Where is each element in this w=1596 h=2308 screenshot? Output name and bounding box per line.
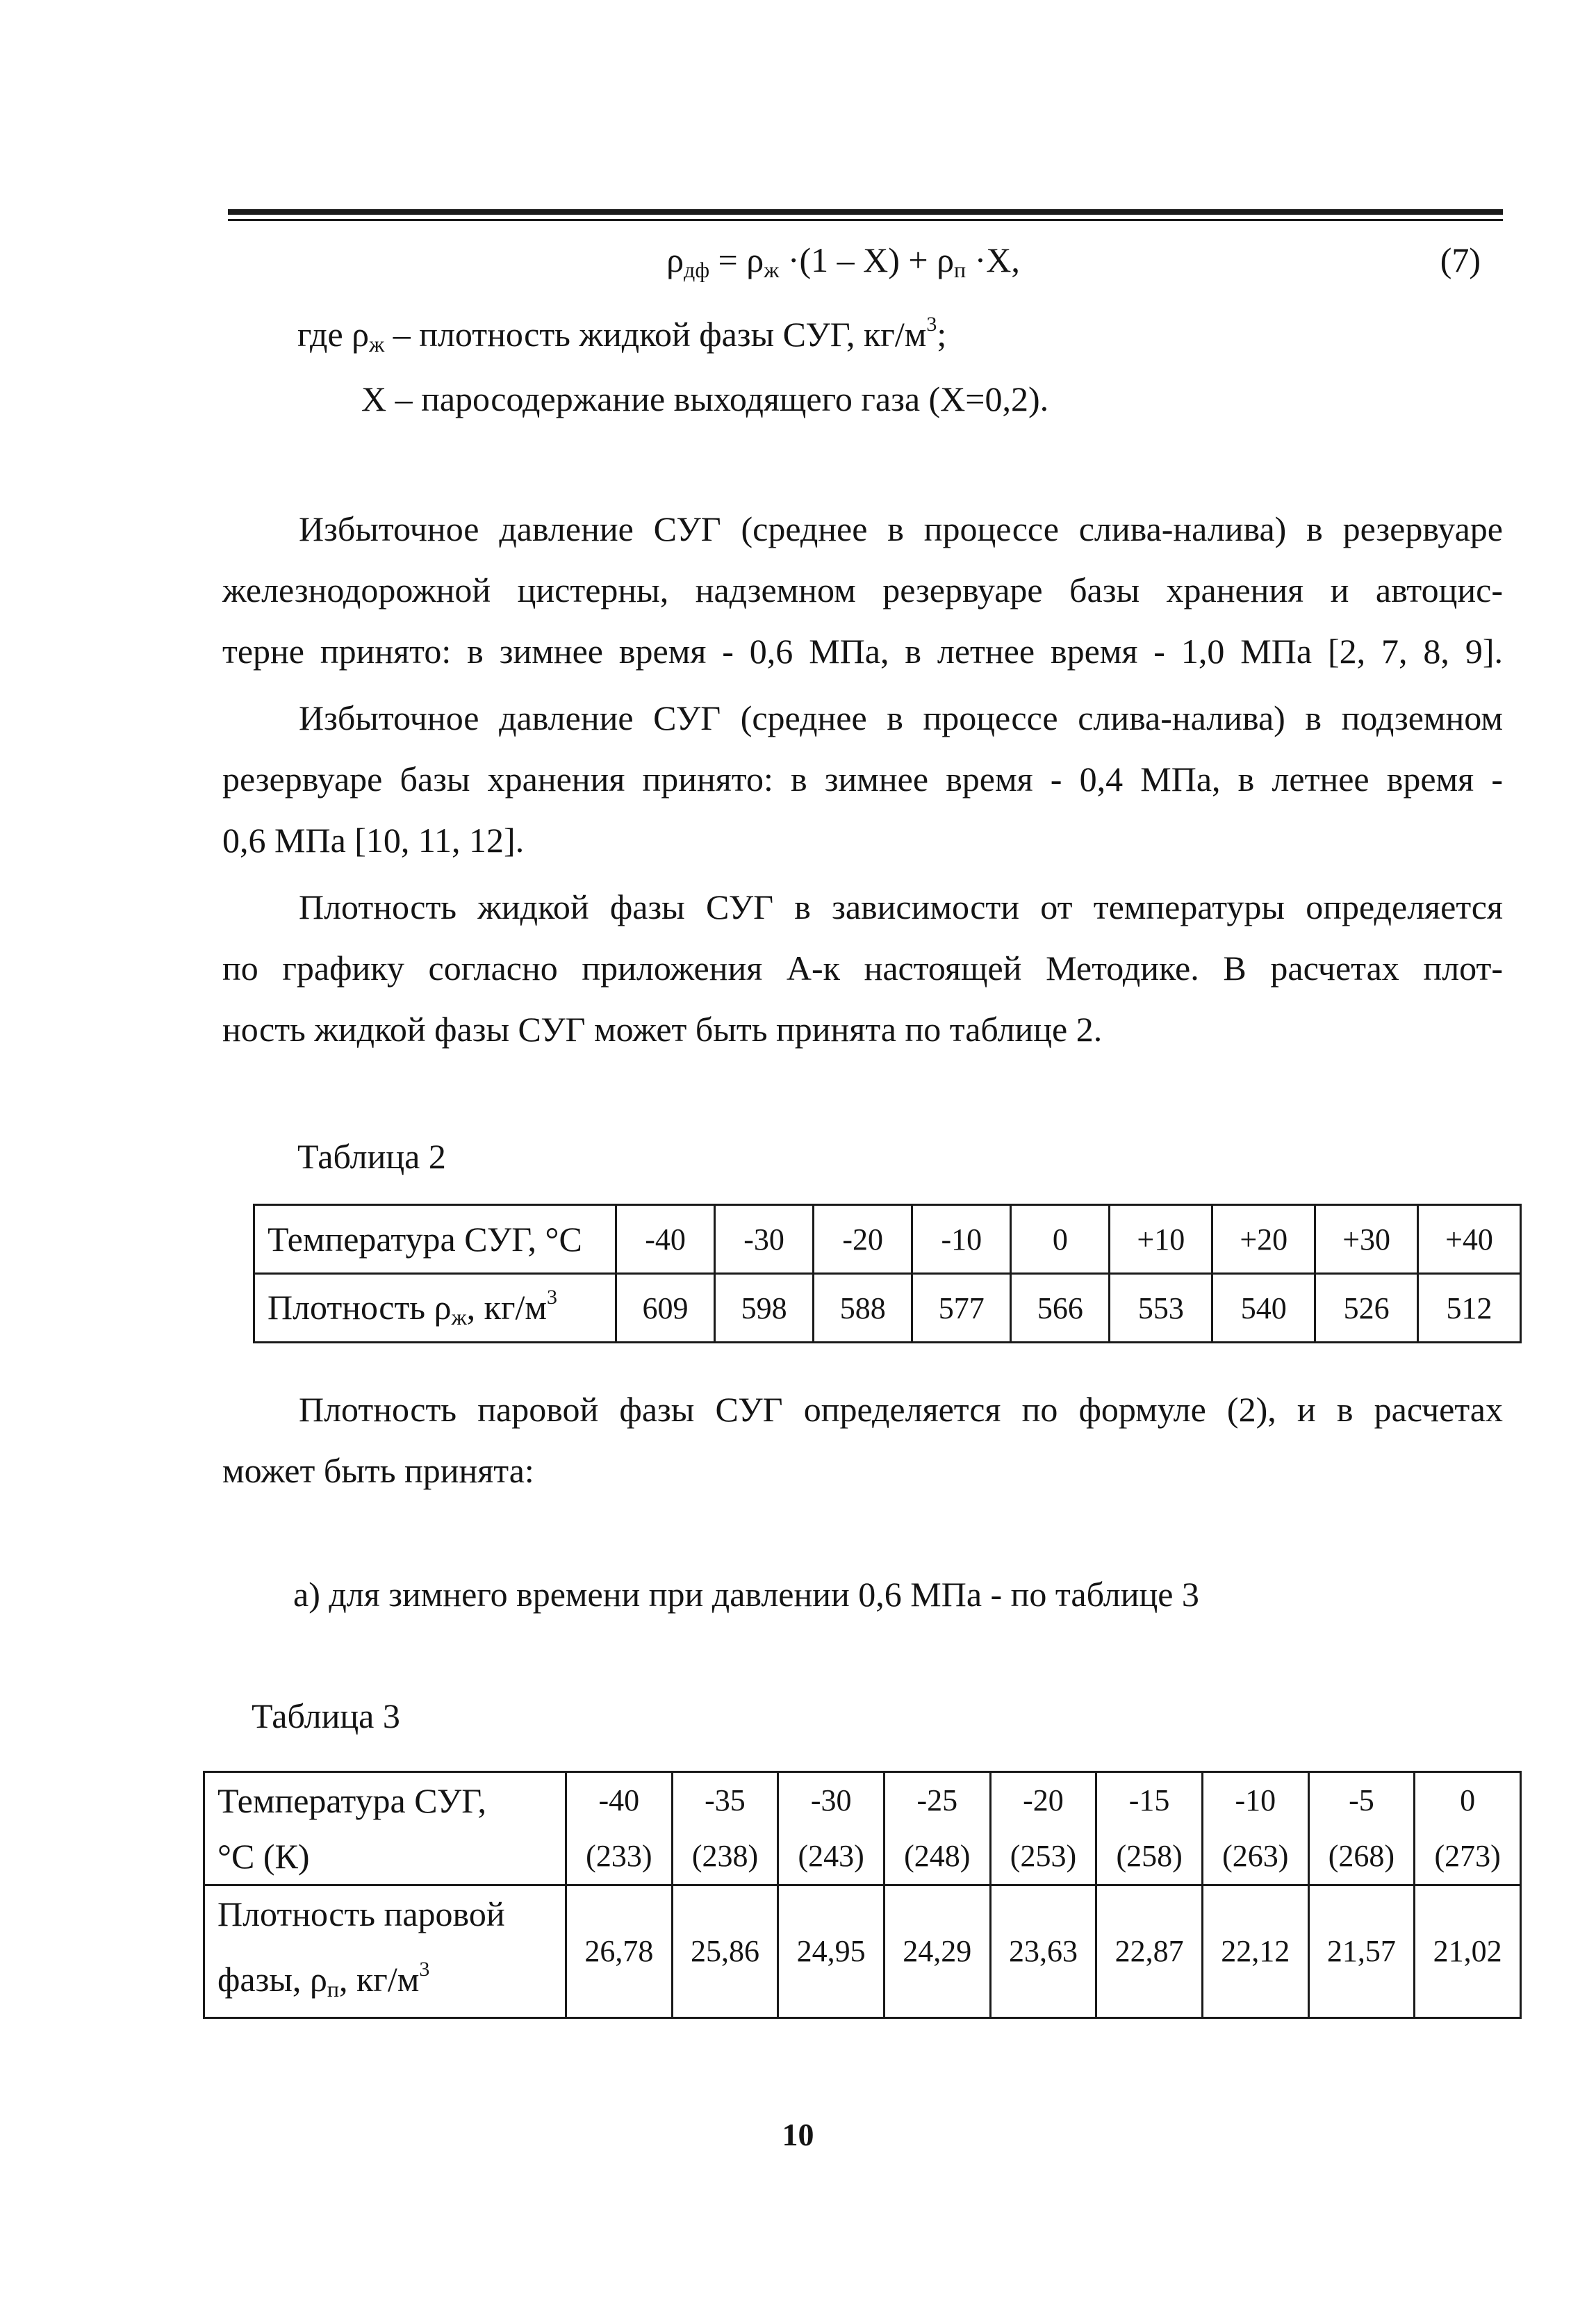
equation-number: (7) (1440, 240, 1481, 279)
table3-density-cell: 22,12 (1202, 1885, 1308, 2018)
table-3 (203, 1771, 1522, 2019)
table3-temp-cell: -35 (238) (672, 1772, 778, 1885)
table2-temp-cell: -40 (616, 1205, 715, 1274)
table2-temp-cell: +10 (1110, 1205, 1212, 1274)
table3-temp-cell: -30 (243) (778, 1772, 885, 1885)
paragraph-4-line-1: Плотность паровой фазы СУГ определяется по формуле (2), и в расчетах (299, 1390, 1503, 1429)
table2-density-cell: 609 (616, 1274, 715, 1343)
table2-caption: Таблица 2 (297, 1137, 446, 1176)
table3-temp-cell: -40 (233) (566, 1772, 673, 1885)
table2-row-density (254, 1274, 1521, 1343)
table2-density-cell: 566 (1011, 1274, 1110, 1343)
paragraph-2-line-1: Избыточное давление СУГ (среднее в процессе слива-налива) в подземном (299, 698, 1503, 737)
table-2 (253, 1204, 1522, 1343)
table2-density-cell: 512 (1418, 1274, 1521, 1343)
table3-density-cell: 26,78 (566, 1885, 673, 2018)
table2-temp-cell: +30 (1315, 1205, 1418, 1274)
paragraph-3-line-2: по графику согласно приложения А-к настоящей Методике. В расчетах плот- (222, 949, 1503, 988)
table2-density-cell: 526 (1315, 1274, 1418, 1343)
table3-header-temperature: Температура СУГ, °С (К) (204, 1772, 566, 1885)
table2-density-cell: 588 (814, 1274, 912, 1343)
table3-density-cell: 21,02 (1415, 1885, 1521, 2018)
table3-temp-cell: -15 (258) (1096, 1772, 1203, 1885)
table2-temp-cell: -30 (715, 1205, 814, 1274)
table3-temp-cell: -5 (268) (1308, 1772, 1415, 1885)
paragraph-1-line-2: железнодорожной цистерны, надземном резервуаре базы хранения и автоцис- (222, 571, 1503, 609)
table2-row-temperature (254, 1205, 1521, 1274)
table3-temp-cell: 0 (273) (1415, 1772, 1521, 1885)
paragraph-1-line-3: терне принято: в зимнее время - 0,6 МПа, в летнее время - 1,0 МПа [2, 7, 8, 9]. (222, 632, 1503, 671)
table3-temp-cell: -10 (263) (1202, 1772, 1308, 1885)
table3-caption: Таблица 3 (252, 1696, 400, 1735)
table2-temp-cell: -20 (814, 1205, 912, 1274)
table3-density-cell: 24,29 (884, 1885, 990, 2018)
definition-x: X – паросодержание выходящего газа (X=0,2). (361, 379, 1049, 418)
definition-rho-liquid: где $\rho_ж$ – плотность жидкой фазы СУГ, $кг/м^3$; (297, 313, 947, 357)
paragraph-4-line-2: может быть принята: (222, 1451, 534, 1490)
table2-temp-cell: +20 (1212, 1205, 1315, 1274)
paragraph-2-line-3: 0,6 МПа [10, 11, 12]. (222, 821, 525, 860)
table3-row-density (204, 1885, 1521, 2018)
page-number: 10 (782, 2117, 814, 2152)
table3-density-cell: 22,87 (1096, 1885, 1203, 2018)
table3-density-cell: 23,63 (990, 1885, 1096, 2018)
table2-temp-cell: 0 (1011, 1205, 1110, 1274)
table3-header-density: Плотность паровой фазы, $\rho_п$, $кг/м^3$ (204, 1885, 566, 2018)
table3-row-temperature (204, 1772, 1521, 1885)
paragraph-5: а) для зимнего времени при давлении 0,6 МПа - по таблице 3 (293, 1575, 1199, 1614)
table2-density-cell: 540 (1212, 1274, 1315, 1343)
table3-density-cell: 21,57 (1308, 1885, 1415, 2018)
header-rule-thin (228, 219, 1503, 221)
paragraph-3-line-1: Плотность жидкой фазы СУГ в зависимости от температуры определяется (299, 887, 1503, 926)
table3-temp-cell: -25 (248) (884, 1772, 990, 1885)
paragraph-1-line-1: Избыточное давление СУГ (среднее в процессе слива-налива) в резервуаре (299, 509, 1503, 548)
table3-density-cell: 25,86 (672, 1885, 778, 2018)
table2-density-cell: 553 (1110, 1274, 1212, 1343)
formula-7: $\rho_{дф} = \rho_ж \cdot(1 - X) + \rho_п \cdot X$, (666, 240, 1020, 282)
table3-density-cell: 24,95 (778, 1885, 885, 2018)
table2-temp-cell: -10 (912, 1205, 1011, 1274)
header-rule-thick (228, 209, 1503, 215)
table2-header-density: Плотность $\rho_ж$, $кг/м^3$ (254, 1274, 616, 1343)
table2-density-cell: 598 (715, 1274, 814, 1343)
paragraph-2-line-2: резервуаре базы хранения принято: в зимнее время - 0,4 МПа, в летнее время - (222, 760, 1503, 799)
table2-header-temperature: Температура СУГ, °С (254, 1205, 616, 1274)
paragraph-3-line-3: ность жидкой фазы СУГ может быть принята по таблице 2. (222, 1010, 1103, 1049)
table3-temp-cell: -20 (253) (990, 1772, 1096, 1885)
table2-temp-cell: +40 (1418, 1205, 1521, 1274)
table2-density-cell: 577 (912, 1274, 1011, 1343)
